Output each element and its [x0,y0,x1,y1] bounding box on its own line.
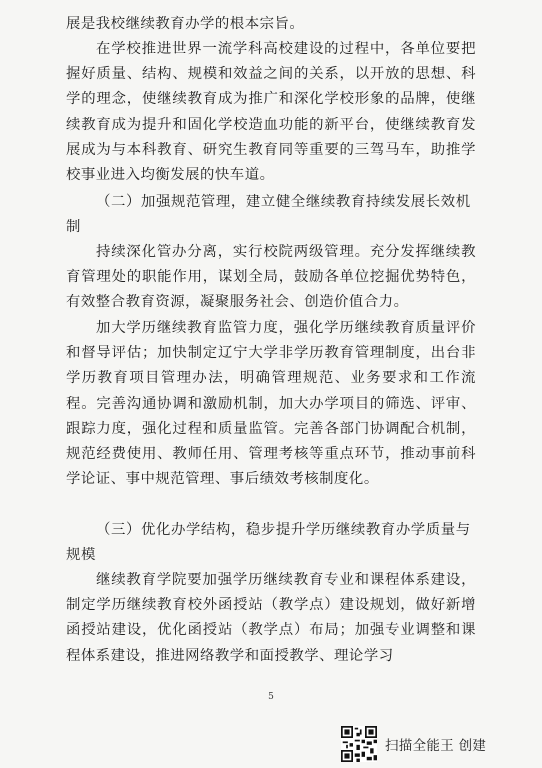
section-heading-2: （二）加强规范管理，建立健全继续教育持续发展长效机制 [66,194,471,236]
scanner-watermark [341,724,486,764]
paragraph-structure: 继续教育学院要加强学历继续教育专业和课程体系建设，制定学历继续教育校外函授站（教学点）建设规划，做好新增函授站建设，优化函授站（教学点）布局；加强专业调整和课程体系建设，推进网络教学和面授教学、理论学习 [66,572,476,664]
paragraph-management: 持续深化管办分离，实行校院两级管理。充分发挥继续教育管理处的职能作用，谋划全局，鼓励各单位挖掘优势特色，有效整合教育资源，凝聚服务社会、创造价值合力。 [66,244,476,311]
scanner-brand-text: 扫描全能王 创建 [385,738,487,754]
paragraph-supervision: 加大学历继续教育监管力度，强化学历继续教育质量评价和督导评估；加快制定辽宁大学非学历教育管理制度，出台非学历教育项目管理办法，明确管理规范、业务要求和工作流程。完善沟通协调和激励机制，加大办学项目的筛选、评审、跟踪力度，强化过程和质量监管。完善各部门协调配合机制，规范经费使用、教师任用、管理考核等重点环节，推动事前科学论证、事中规范管理、事后绩效考核制度化。 [66,320,476,488]
paragraph-world-class: 在学校推进世界一流学科高校建设的过程中，各单位要把握好质量、结构、规模和效益之间的关系，以开放的思想、科学的理念，使继续教育成为推广和深化学校形象的品牌，使继续教育成为提升和固化学校造血功能的新平台，使继续教育发展成为与本科教育、研究生教育同等重要的三驾马车，助推学校事业进入均衡发展的快车道。 [66,41,476,184]
paragraph-continuation: 展是我校继续教育办学的根本宗旨。 [66,16,305,32]
section-heading-3: （三）优化办学结构，稳步提升学历继续教育办学质量与规模 [66,522,471,564]
page-number: 5 [268,692,274,702]
qr-code-icon [341,726,377,762]
